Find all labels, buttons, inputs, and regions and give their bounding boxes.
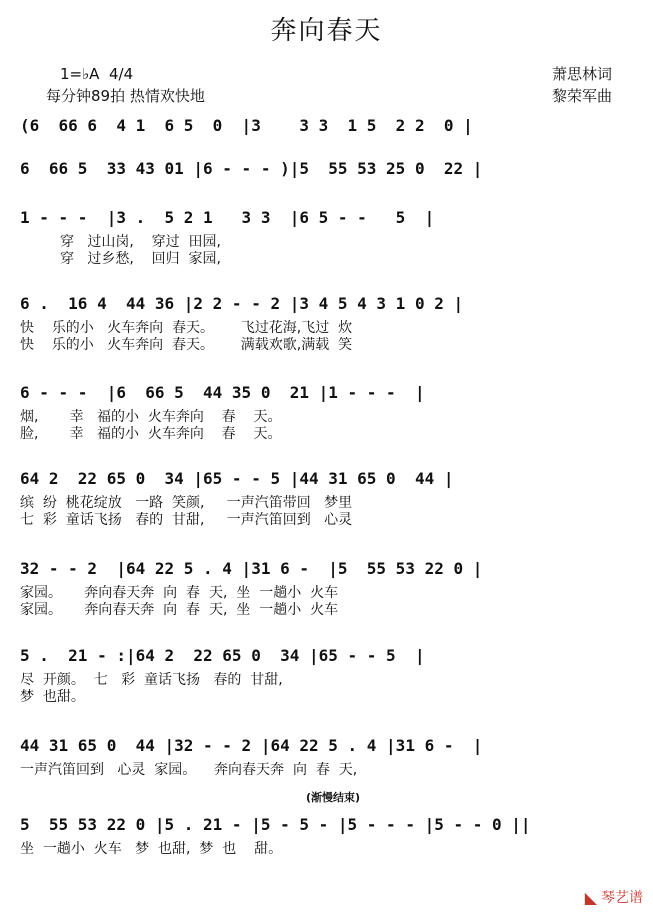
lyric-verse-2: 穿 过乡愁, 回归 家园, (20, 251, 222, 267)
lyric-verse-2: 快 乐的小 火车奔向 春天。 满载欢歌,满载 笑 (20, 337, 353, 353)
lyric-verse-2: 家园。 奔向春天奔 向 春 天, 坐 一趟小 火车 (20, 602, 339, 618)
logo-icon: ◣ (584, 887, 597, 907)
notes: 6 . 16 4 44 36 |2 2 - - 2 |3 4 5 4 3 1 0 2 | (20, 294, 464, 313)
song-title: 奔向春天 (270, 16, 383, 46)
notes: (6 66 6 4 1 6 5 0 |3 3 3 1 5 2 2 0 | (20, 116, 473, 135)
lyric-verse-2: 七 彩 童话飞扬 春的 甘甜, 一声汽笛回到 心灵 (20, 512, 353, 528)
notes: 5 . 21 - :|64 2 22 65 0 34 |65 - - 5 | (20, 646, 425, 665)
lyric-verse-1: 穿 过山岗, 穿过 田园, (20, 234, 222, 250)
ending-marking: (渐慢结束) (306, 791, 361, 804)
notes: 44 31 65 0 44 |32 - - 2 |64 22 5 . 4 |31 6 - | (20, 736, 483, 755)
notes: 32 - - 2 |64 22 5 . 4 |31 6 - |5 55 53 22 0 | (20, 559, 483, 578)
notes: 1 - - - |3 . 5 2 1 3 3 |6 5 - - 5 | (20, 208, 435, 227)
lyric-verse-1: 缤 纷 桃花绽放 一路 笑颜, 一声汽笛带回 梦里 (20, 495, 353, 511)
lyric-verse-2: 脸, 幸 福的小 火车奔向 春 天。 (20, 426, 282, 442)
notes: 6 66 5 33 43 01 |6 - - - )|5 55 53 25 0 22 | (20, 159, 483, 178)
watermark-text: 琴艺谱 (601, 890, 643, 906)
watermark-logo (585, 887, 643, 907)
tempo-marking: 每分钟89拍 热情欢快地 (46, 87, 205, 105)
lyric-verse-2: 梦 也甜。 (20, 689, 85, 705)
lyric-verse-1: 家园。 奔向春天奔 向 春 天, 坐 一趟小 火车 (20, 585, 339, 601)
lyric-verse-1: 快 乐的小 火车奔向 春天。 飞过花海,飞过 炊 (20, 320, 353, 336)
lyricist-credit: 萧思林词 (552, 65, 613, 83)
notes: 5 55 53 22 0 |5 . 21 - |5 - 5 - |5 - - - |5 - - 0 || (20, 815, 531, 834)
composer-credit: 黎荣军曲 (552, 87, 613, 105)
lyric-verse-1: 一声汽笛回到 心灵 家园。 奔向春天奔 向 春 天, (20, 762, 358, 778)
notes: 64 2 22 65 0 34 |65 - - 5 |44 31 65 0 44 | (20, 469, 454, 488)
key-signature: 1=♭A 4/4 (60, 65, 134, 83)
lyric-verse-1: 尽 开颜。 七 彩 童话飞扬 春的 甘甜, (20, 672, 283, 688)
lyric-verse-1: 坐 一趟小 火车 梦 也甜, 梦 也 甜。 (20, 841, 283, 857)
lyric-verse-1: 烟, 幸 福的小 火车奔向 春 天。 (20, 409, 282, 425)
notes: 6 - - - |6 66 5 44 35 0 21 |1 - - - | (20, 383, 425, 402)
